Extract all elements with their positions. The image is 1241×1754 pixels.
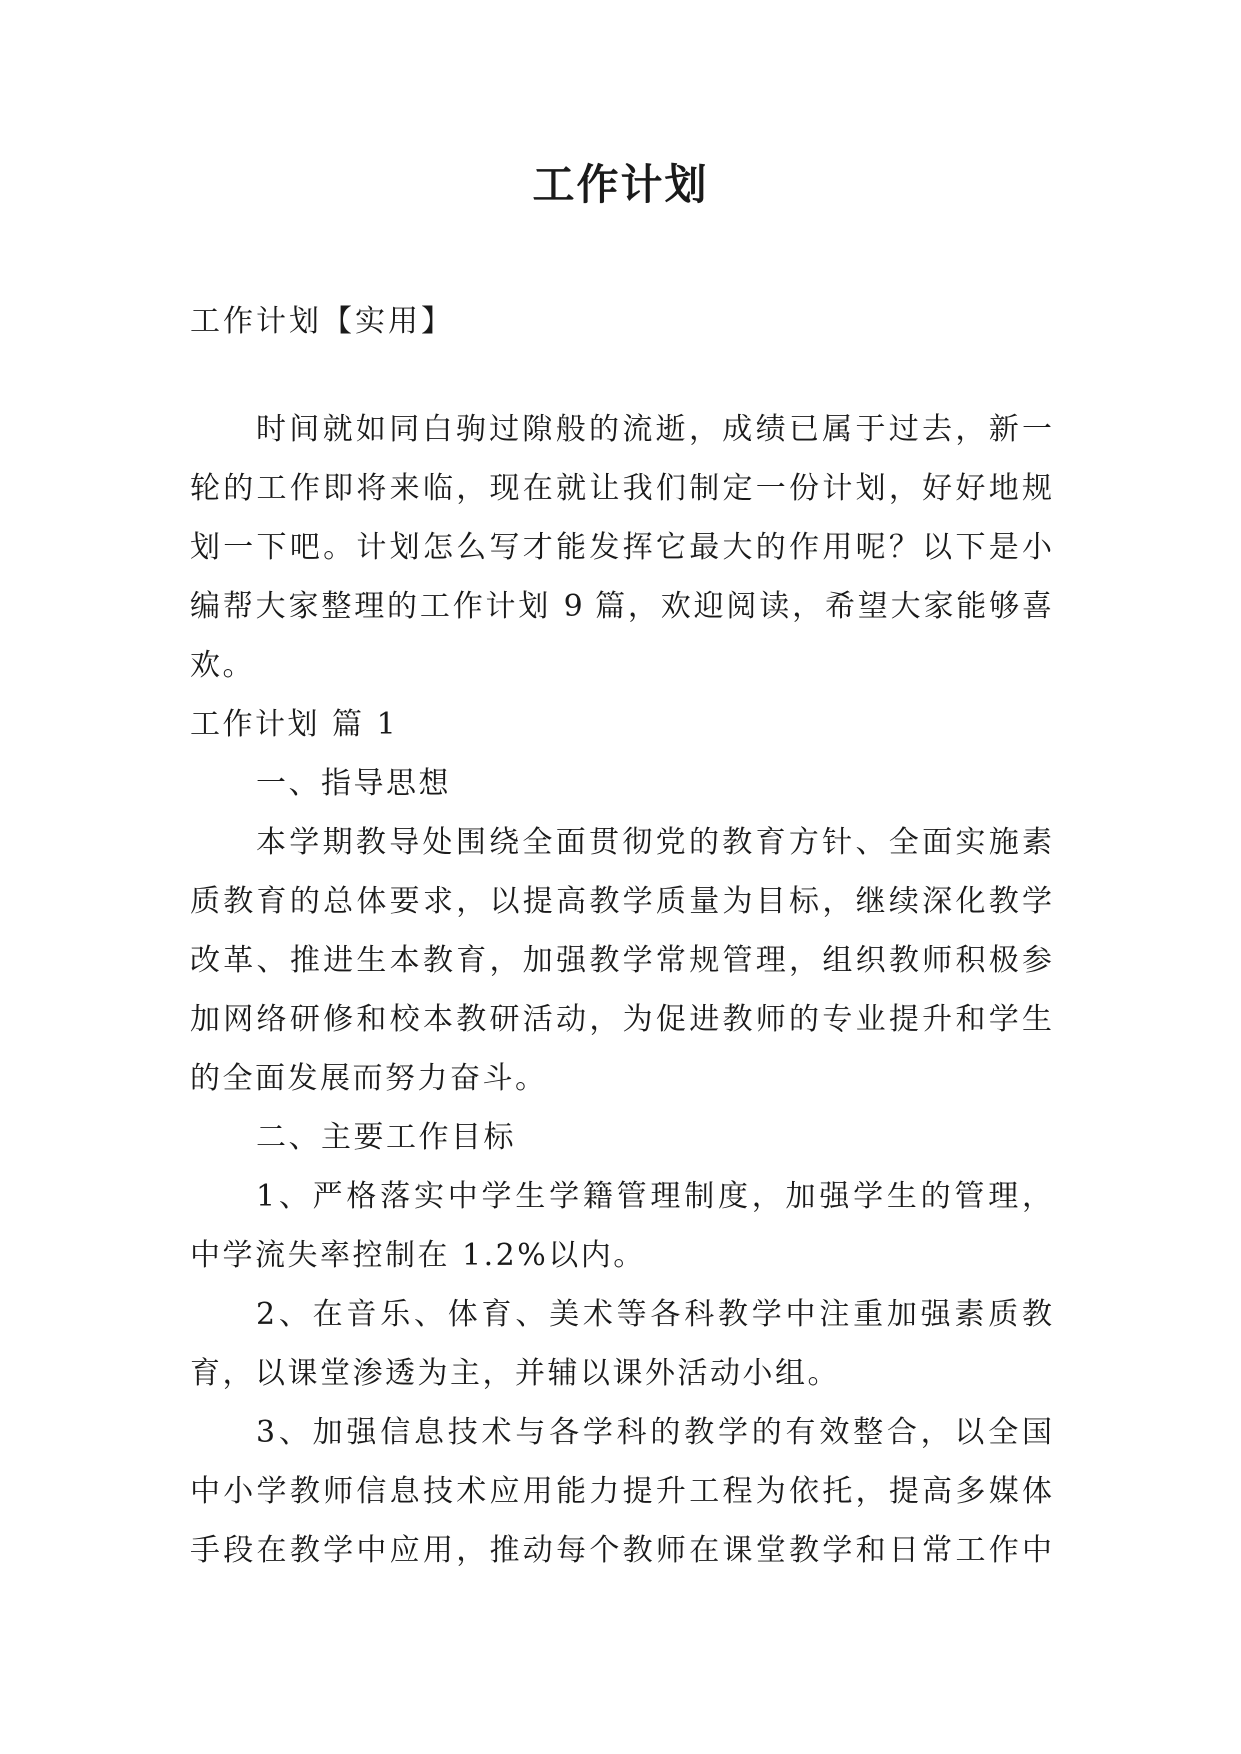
body-line: 2、在音乐、体育、美术等各科教学中注重加强素质教 [256,1297,1052,1332]
body-line: 改革、推进生本教育，加强教学常规管理，组织教师积极参 [190,943,1052,978]
body-line: 欢。 [190,648,255,683]
body-line: 3、加强信息技术与各学科的教学的有效整合，以全国 [256,1415,1052,1450]
body-line: 编帮大家整理的工作计划 9 篇，欢迎阅读，希望大家能够喜 [190,589,1052,624]
body-line: 时间就如同白驹过隙般的流逝，成绩已属于过去，新一 [256,412,1052,447]
document-subtitle: 工作计划【实用】 [190,304,454,339]
body-line: 加网络研修和校本教研活动，为促进教师的专业提升和学生 [190,1002,1052,1037]
body-line: 1、严格落实中学生学籍管理制度，加强学生的管理， [256,1179,1052,1214]
body-line: 手段在教学中应用，推动每个教师在课堂教学和日常工作中 [190,1533,1052,1568]
subsection-heading: 一、指导思想 [256,766,451,801]
body-line: 中小学教师信息技术应用能力提升工程为依托，提高多媒体 [190,1474,1052,1509]
body-line: 质教育的总体要求，以提高教学质量为目标，继续深化教学 [190,884,1052,919]
document-title: 工作计划 [532,160,709,209]
section-heading: 工作计划 篇 1 [190,707,399,742]
body-line: 中学流失率控制在 1.2%以内。 [190,1238,646,1273]
body-line: 划一下吧。计划怎么写才能发挥它最大的作用呢？以下是小 [190,530,1052,565]
subsection-heading: 二、主要工作目标 [256,1120,516,1155]
body-line: 轮的工作即将来临，现在就让我们制定一份计划，好好地规 [190,471,1052,506]
body-line: 育，以课堂渗透为主，并辅以课外活动小组。 [190,1356,840,1391]
body-line: 本学期教导处围绕全面贯彻党的教育方针、全面实施素 [256,825,1052,860]
body-line: 的全面发展而努力奋斗。 [190,1061,548,1096]
document-body [190,400,1052,1580]
